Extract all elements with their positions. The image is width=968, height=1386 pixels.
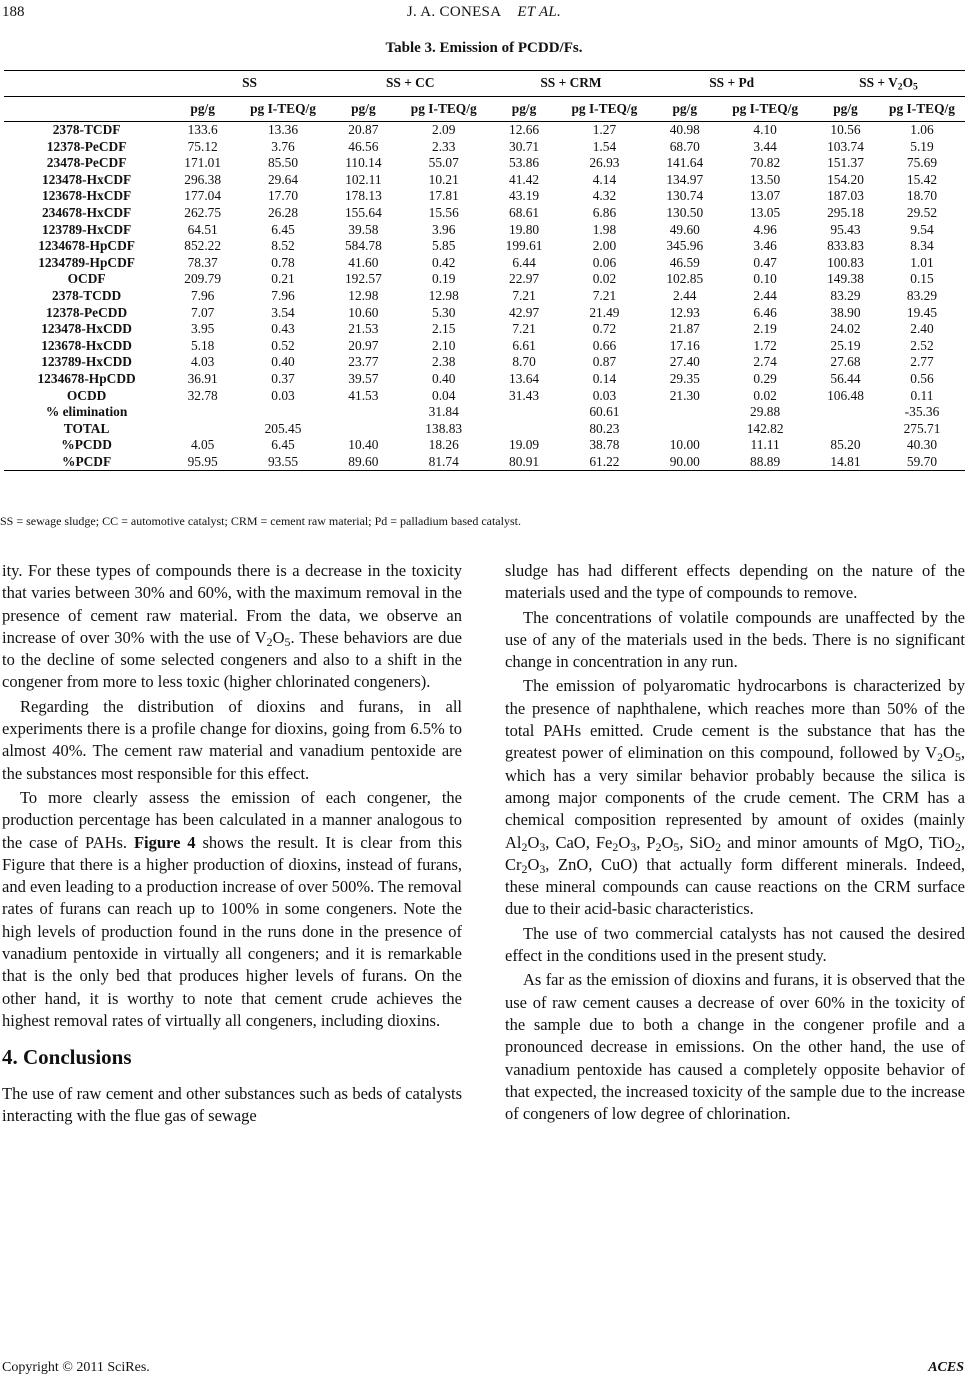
table-cell: 1.54 — [592, 138, 617, 154]
unit-header: pg I-TEQ/g — [879, 97, 965, 122]
table-cell: 4.10 — [753, 122, 777, 137]
table-row — [4, 139, 965, 156]
table-cell: 21.87 — [669, 321, 700, 337]
table-cell: 1.01 — [910, 254, 934, 270]
table-cell: 9.54 — [910, 221, 934, 237]
paragraph — [2, 787, 462, 1032]
table-cell: 151.37 — [827, 155, 864, 171]
table-cell: 75.69 — [906, 155, 938, 171]
table-cell: 2.44 — [753, 287, 777, 303]
table-cell: 46.56 — [348, 138, 379, 154]
row-label: %PCDF — [4, 454, 169, 471]
row-label: 123478-HxCDF — [41, 171, 132, 187]
figure-reference[interactable]: Figure 4 — [133, 832, 196, 852]
row-label: 1234678-HpCDF — [38, 238, 135, 254]
table-cell: 29.64 — [267, 171, 299, 187]
table-cell: 3.54 — [271, 304, 295, 320]
table-cell: 4.32 — [592, 188, 617, 204]
table-cell: 46.59 — [669, 254, 700, 270]
table-corner — [4, 97, 169, 122]
table-cell: 0.02 — [592, 271, 617, 287]
table-cell: 29.88 — [750, 404, 781, 420]
row-label: OCDF — [67, 271, 106, 287]
table-cell: 187.03 — [827, 188, 864, 204]
table-cell: 75.12 — [187, 138, 218, 154]
table-cell: 155.64 — [344, 204, 382, 220]
table-cell — [812, 421, 879, 438]
table-cell: 31.43 — [509, 387, 540, 403]
table-cell: 100.83 — [827, 254, 864, 270]
table-cell: 133.6 — [187, 122, 218, 137]
row-label: 1234678-HpCDD — [37, 370, 136, 386]
table-row — [4, 288, 965, 305]
table-cell: 2.15 — [432, 321, 456, 337]
table-cell: 49.60 — [669, 221, 700, 237]
table-cell — [651, 404, 718, 421]
table-cell: 0.06 — [592, 254, 617, 270]
table-cell: 149.38 — [827, 271, 864, 287]
table-cell: 17.16 — [669, 337, 700, 353]
table-cell: 0.04 — [432, 387, 456, 403]
table-cell: 22.97 — [509, 271, 540, 287]
table-cell: 0.29 — [753, 370, 777, 386]
table-row — [4, 388, 965, 405]
table-cell: 3.95 — [190, 321, 215, 337]
table-cell: 2.00 — [592, 238, 617, 254]
table-cell: 0.14 — [592, 370, 617, 386]
table-row — [4, 271, 965, 288]
table-cell: 27.40 — [669, 354, 700, 370]
table-cell: 8.52 — [271, 238, 295, 254]
table-unit-header — [4, 97, 965, 122]
row-label: 123789-HxCDD — [41, 354, 132, 370]
table-cell: 39.57 — [348, 370, 379, 386]
group-header: SS — [169, 71, 330, 97]
table-cell: 209.79 — [184, 271, 222, 287]
row-label: %PCDD — [61, 437, 112, 453]
table-cell: 6.61 — [512, 337, 536, 353]
table-cell: 205.45 — [264, 420, 302, 436]
row-label: 123678-HxCDD — [41, 337, 132, 353]
table-cell: 134.97 — [666, 171, 704, 187]
table-cell: 88.89 — [718, 454, 812, 471]
table-row — [4, 454, 965, 471]
table-cell — [651, 421, 718, 438]
table-cell: 0.03 — [271, 387, 295, 403]
table-cell: 852.22 — [184, 238, 222, 254]
table-cell: 2.52 — [910, 337, 934, 353]
table-row — [4, 354, 965, 371]
group-header: SS + CRM — [491, 71, 652, 97]
table-cell: 154.20 — [827, 171, 864, 187]
table-cell: 6.45 — [271, 221, 295, 237]
row-label: 234678-HxCDF — [41, 204, 132, 220]
table-cell: 13.36 — [267, 122, 299, 137]
table-cell: 13.50 — [750, 171, 781, 187]
table-cell — [330, 404, 397, 421]
table-cell: 20.87 — [348, 122, 379, 137]
table-cell: 7.21 — [512, 321, 536, 337]
table-cell — [491, 421, 558, 438]
table-row — [4, 155, 965, 172]
table-cell: 8.34 — [910, 238, 934, 254]
table-cell: 12.98 — [348, 287, 379, 303]
table-cell: 199.61 — [505, 238, 543, 254]
table-cell: 5.18 — [190, 337, 215, 353]
table-cell: 0.11 — [910, 387, 934, 403]
table-cell: 0.15 — [910, 271, 934, 287]
table-cell: 4.14 — [592, 171, 617, 187]
group-header: SS + Pd — [651, 71, 812, 97]
table-cell: 345.96 — [666, 238, 704, 254]
table-cell: 3.96 — [432, 221, 456, 237]
table-cell: 10.00 — [669, 437, 700, 453]
group-header-v2o5: SS + $V_2O_5$ — [812, 71, 965, 97]
table-cell: 68.61 — [509, 204, 540, 220]
table-cell: 295.18 — [827, 204, 864, 220]
table-row — [4, 305, 965, 322]
table-cell: 0.03 — [592, 387, 617, 403]
table-cell: 53.86 — [509, 155, 540, 171]
table-cell: 6.45 — [271, 437, 295, 453]
table-cell: 275.71 — [903, 420, 941, 436]
unit-header: pg I-TEQ/g — [236, 97, 330, 122]
table-cell: 0.87 — [592, 354, 617, 370]
table-row — [4, 404, 965, 421]
paragraph: The use of two commercial catalysts has not caused the desired effect in the conditions used in the present study. — [505, 923, 965, 966]
table-cell: 17.81 — [428, 188, 459, 204]
table-cell: 81.74 — [397, 454, 491, 471]
table-cell: 171.01 — [184, 155, 222, 171]
table-cell: 106.48 — [827, 387, 864, 403]
table-cell: 5.30 — [432, 304, 456, 320]
table-group-header — [4, 71, 965, 97]
table-cell: 95.43 — [830, 221, 861, 237]
table-cell: 95.95 — [169, 454, 236, 471]
table-cell: 13.07 — [750, 188, 781, 204]
table-cell: 17.70 — [267, 188, 299, 204]
table-cell: 10.40 — [348, 437, 379, 453]
table-cell: 0.47 — [753, 254, 777, 270]
unit-header: pg/g — [330, 97, 397, 122]
table-row — [4, 321, 965, 338]
row-label: 123789-HxCDF — [41, 221, 132, 237]
copyright: Copyright © 2011 SciRes. — [2, 1360, 150, 1375]
paragraph: sludge has had different effects depending on the nature of the materials used and the type of compounds to remove. — [505, 561, 965, 603]
table-cell: 10.56 — [830, 122, 861, 137]
table-cell: 61.22 — [558, 454, 652, 471]
table-cell: 38.90 — [830, 304, 861, 320]
table-cell: 584.78 — [344, 238, 382, 254]
table-title: Table 3. Emission of PCDD/Fs. — [385, 40, 583, 56]
table-cell: 11.11 — [750, 437, 780, 453]
table-cell: 177.04 — [184, 188, 222, 204]
table-cell: 5.85 — [432, 238, 456, 254]
table-cell: 192.57 — [344, 271, 382, 287]
table-cell: 85.50 — [267, 155, 299, 171]
table-cell: 14.81 — [812, 454, 879, 471]
table-cell: 15.42 — [906, 171, 938, 187]
paragraph: The emission of polyaromatic hydrocarbons is characterized by the presence of naphthalene, which reaches more than 50% of the total PAHs emitted. Crude cement is the substance that has the greatest power of elimination on this compound, followed by $V_2O_5$, which has a very similar behavior probably because the silica is among major components of the crude cement. The CRM has a chemical composition represented by amount of oxides (mainly $Al_2O_3$, CaO, $Fe_2O_3$, $P_2O_5$, SiO$_2$ and minor amounts of MgO, TiO$_2$, $Cr_2O_3$, ZnO, CuO) that actually form different minerals. Indeed, these mineral compounds can cause reactions on the CRM surface due to their acid-basic characteristics. — [505, 676, 965, 919]
left-column — [2, 560, 462, 1127]
table-row — [4, 188, 965, 205]
table-cell: 26.93 — [589, 155, 620, 171]
table-cell: 0.37 — [271, 370, 295, 386]
table-cell: 13.64 — [509, 370, 540, 386]
table-row — [4, 338, 965, 355]
unit-header: pg I-TEQ/g — [558, 97, 652, 122]
table-cell: 0.10 — [753, 271, 777, 287]
table-cell: 43.19 — [509, 188, 540, 204]
table-row — [4, 222, 965, 239]
table-cell: 83.29 — [906, 287, 938, 303]
table-cell: 1.06 — [910, 122, 934, 137]
table-cell: 2.10 — [432, 337, 456, 353]
table-cell: 296.38 — [184, 171, 222, 187]
row-label: 123678-HxCDF — [41, 188, 132, 204]
table-cell: 130.50 — [666, 204, 704, 220]
table-cell: 27.68 — [830, 354, 861, 370]
row-label: 12378-PeCDF — [46, 138, 127, 154]
table-cell: 38.78 — [589, 437, 620, 453]
paragraph: The use of raw cement and other substances such as beds of catalysts interacting with the flue gas of sewage — [2, 1083, 462, 1125]
row-label: 123478-HxCDD — [41, 321, 132, 337]
table-cell: 19.09 — [509, 437, 540, 453]
table-cell: 4.03 — [190, 354, 215, 370]
table-cell: 2.40 — [910, 321, 934, 337]
table-cell: 85.20 — [830, 437, 861, 453]
table-cell: 2.77 — [910, 354, 934, 370]
row-label: 2378-TCDD — [52, 287, 122, 303]
table-row — [4, 122, 965, 139]
table-cell: 142.82 — [746, 420, 784, 436]
table-cell: 20.97 — [348, 337, 379, 353]
table-row — [4, 371, 965, 388]
paragraph: As far as the emission of dioxins and furans, it is observed that the use of raw cement causes a decrease of over 60% in the toxicity of the sample due to both a change in the congener profile and a pronounced decrease in emissions. On the other hand, the use of vanadium pentoxide has caused a completely opposite behavior of that expected, the increased toxicity of the sample due to the increase of congeners of low degree of chlorination. — [505, 970, 965, 1124]
table-cell: 83.29 — [830, 287, 861, 303]
table-cell: 80.23 — [589, 420, 620, 436]
table-cell: 19.80 — [509, 221, 540, 237]
table-cell: 0.78 — [271, 254, 295, 270]
row-label: 23478-PeCDF — [46, 155, 127, 171]
table-cell: 0.56 — [910, 370, 934, 386]
unit-header: pg I-TEQ/g — [718, 97, 812, 122]
table-cell — [330, 421, 397, 438]
table-cell: 64.51 — [187, 221, 218, 237]
table-cell: 7.96 — [190, 287, 215, 303]
table-cell: 6.86 — [592, 204, 617, 220]
running-head-et-al: ET AL. — [517, 4, 562, 20]
table-cell: 56.44 — [830, 370, 861, 386]
table-cell: 103.74 — [827, 138, 864, 154]
table-cell: 0.19 — [432, 271, 456, 287]
table-cell — [169, 421, 236, 438]
table-cell: 0.43 — [271, 321, 295, 337]
table-cell: 29.35 — [669, 370, 700, 386]
table-cell: 93.55 — [236, 454, 330, 471]
table-corner — [4, 71, 169, 97]
unit-header: pg/g — [812, 97, 879, 122]
table-cell: 18.26 — [428, 437, 459, 453]
table-cell: 102.85 — [666, 271, 704, 287]
table-cell: 3.46 — [753, 238, 777, 254]
table-cell: 21.49 — [589, 304, 620, 320]
row-label: % elimination — [45, 404, 128, 420]
table-cell: 2.74 — [753, 354, 777, 370]
table-cell: 130.74 — [666, 188, 704, 204]
table-cell: 7.21 — [512, 287, 536, 303]
table-row — [4, 437, 965, 454]
running-head — [0, 4, 968, 21]
table-body — [4, 122, 965, 471]
table-cell: 0.40 — [271, 354, 295, 370]
section-heading: 4. Conclusions — [2, 1045, 132, 1070]
table-cell: 31.84 — [428, 404, 459, 420]
row-label: OCDD — [66, 387, 107, 403]
table-cell: 59.70 — [879, 454, 965, 471]
table-cell: 12.93 — [669, 304, 700, 320]
running-head-authors: J. A. CONESA — [406, 4, 502, 20]
table-footnote: SS = sewage sludge; CC = automotive catalyst; CRM = cement raw material; Pd = palladium based catalyst. — [0, 514, 521, 528]
row-label: 12378-PeCDD — [46, 304, 128, 320]
table-cell: 21.53 — [348, 321, 379, 337]
table-cell: 0.21 — [271, 271, 295, 287]
table-cell — [236, 404, 330, 421]
table-row — [4, 205, 965, 222]
table-row — [4, 255, 965, 272]
table-cell: 5.19 — [910, 138, 934, 154]
table-cell: 0.42 — [432, 254, 456, 270]
table-cell: 24.02 — [830, 321, 861, 337]
table-cell: -35.36 — [904, 404, 940, 420]
journal-name: ACES — [928, 1360, 964, 1375]
table-cell: 2.38 — [432, 354, 456, 370]
table-cell — [812, 404, 879, 421]
table-cell: 6.44 — [512, 254, 536, 270]
emission-table — [4, 70, 965, 471]
table-cell: 3.76 — [271, 138, 295, 154]
table-cell: 0.72 — [592, 321, 617, 337]
table-cell: 29.52 — [906, 204, 938, 220]
table-cell: 80.91 — [491, 454, 558, 471]
table-cell: 30.71 — [509, 138, 540, 154]
table-cell: 2.19 — [753, 321, 777, 337]
paragraph: The concentrations of volatile compounds are unaffected by the use of any of the materials used in the beds. There is no significant change in concentration in any run. — [505, 607, 965, 672]
table-cell: 6.46 — [753, 304, 777, 320]
table-cell: 60.61 — [589, 404, 620, 420]
table-cell: 41.60 — [348, 254, 379, 270]
table-cell: 0.02 — [753, 387, 777, 403]
table-cell: 21.30 — [669, 387, 700, 403]
right-column — [505, 560, 965, 1125]
table-row — [4, 238, 965, 255]
table-cell: 40.98 — [669, 122, 700, 137]
page-number: 188 — [2, 4, 25, 20]
table-cell: 36.91 — [187, 370, 218, 386]
table-cell: 138.83 — [425, 420, 463, 436]
table-cell: 178.13 — [344, 188, 382, 204]
table-cell: 19.45 — [906, 304, 938, 320]
group-header: SS + CC — [330, 71, 491, 97]
row-label: 2378-TCDF — [52, 122, 121, 137]
unit-header: pg/g — [491, 97, 558, 122]
table-cell: 70.82 — [750, 155, 781, 171]
unit-header: pg/g — [169, 97, 236, 122]
table-cell: 41.53 — [348, 387, 379, 403]
table-cell: 39.58 — [348, 221, 379, 237]
table-cell: 10.21 — [428, 171, 459, 187]
table-cell: 55.07 — [428, 155, 459, 171]
table-cell: 7.96 — [271, 287, 295, 303]
table-cell: 4.05 — [190, 437, 215, 453]
table-cell: 1.27 — [592, 122, 617, 137]
row-label: 1234789-HpCDF — [38, 254, 135, 270]
table-cell: 25.19 — [830, 337, 861, 353]
table-cell: 1.98 — [592, 221, 617, 237]
table-cell: 18.70 — [906, 188, 938, 204]
table-cell: 8.70 — [512, 354, 536, 370]
table-cell: 2.09 — [432, 122, 456, 137]
table-cell: 262.75 — [184, 204, 222, 220]
table-cell: 1.72 — [753, 337, 777, 353]
table-cell: 23.77 — [348, 354, 379, 370]
table-cell: 0.66 — [592, 337, 617, 353]
table-cell: 10.60 — [348, 304, 379, 320]
table-cell: 2.44 — [673, 287, 697, 303]
table-cell: 141.64 — [666, 155, 704, 171]
table-cell: 42.97 — [509, 304, 540, 320]
table-cell: 7.21 — [592, 287, 617, 303]
table-row — [4, 172, 965, 189]
table-cell: 12.98 — [428, 287, 459, 303]
table-cell: 32.78 — [187, 387, 218, 403]
table-cell: 26.28 — [267, 204, 299, 220]
table-cell: 13.05 — [750, 204, 781, 220]
paragraph: Regarding the distribution of dioxins and furans, in all experiments there is a profile change for dioxins, going from 6.5% to almost 40%. The cement raw material and vanadium pentoxide are the substances most responsible for this effect. — [2, 696, 462, 783]
paragraph-text: shows the result. It is clear from this Figure that there is a higher production of dioxins, instead of furans, and even leading to a production increase of over 500%. The removal rates of furans can reach up to 100% in some congeners. Note the high levels of production found in the runs done in the presence of vanadium pentoxide in virtually all congeners; and it is remarkable that is the only bed that produces higher levels of furans. On the other hand, it is worthy to note that cement crude achieves the highest removal rates of virtually all congeners, including dioxins. — [2, 832, 462, 1030]
table-cell: 89.60 — [330, 454, 397, 471]
table-cell — [169, 404, 236, 421]
row-label: TOTAL — [63, 420, 110, 436]
table-cell: 90.00 — [651, 454, 718, 471]
table-row — [4, 421, 965, 438]
table-cell: 7.07 — [190, 304, 215, 320]
table-cell: 68.70 — [669, 138, 700, 154]
table-cell: 0.40 — [432, 370, 456, 386]
table-cell: 2.33 — [432, 138, 456, 154]
unit-header: pg/g — [651, 97, 718, 122]
table-cell: 0.52 — [271, 337, 295, 353]
table-cell: 12.66 — [509, 122, 540, 137]
table-cell: 78.37 — [187, 254, 218, 270]
paragraph: ity. For these types of compounds there is a decrease in the toxicity that varies between 30% and 60%, with the maximum removal in the presence of cement raw material. From the data, we observe an increase of over 30% with the use of $V_2O_5$. These behaviors are due to the decline of some selected congeners and also to a shift in the congener from more to less toxic (higher chlorinated congeners). — [2, 561, 462, 692]
table-cell: 833.83 — [827, 238, 864, 254]
table-cell: 40.30 — [906, 437, 938, 453]
table-cell: 3.44 — [753, 138, 777, 154]
table-cell — [491, 404, 558, 421]
table-cell: 41.42 — [509, 171, 540, 187]
table-cell: 102.11 — [345, 171, 382, 187]
table-cell: 4.96 — [753, 221, 777, 237]
table-cell: 15.56 — [428, 204, 459, 220]
unit-header: pg I-TEQ/g — [397, 97, 491, 122]
paragraph-text: To more clearly assess the emission of each congener, the production percentage has been calculated in a manner analogous to the case of PAHs. — [2, 787, 462, 852]
table-cell: 110.14 — [345, 155, 382, 171]
